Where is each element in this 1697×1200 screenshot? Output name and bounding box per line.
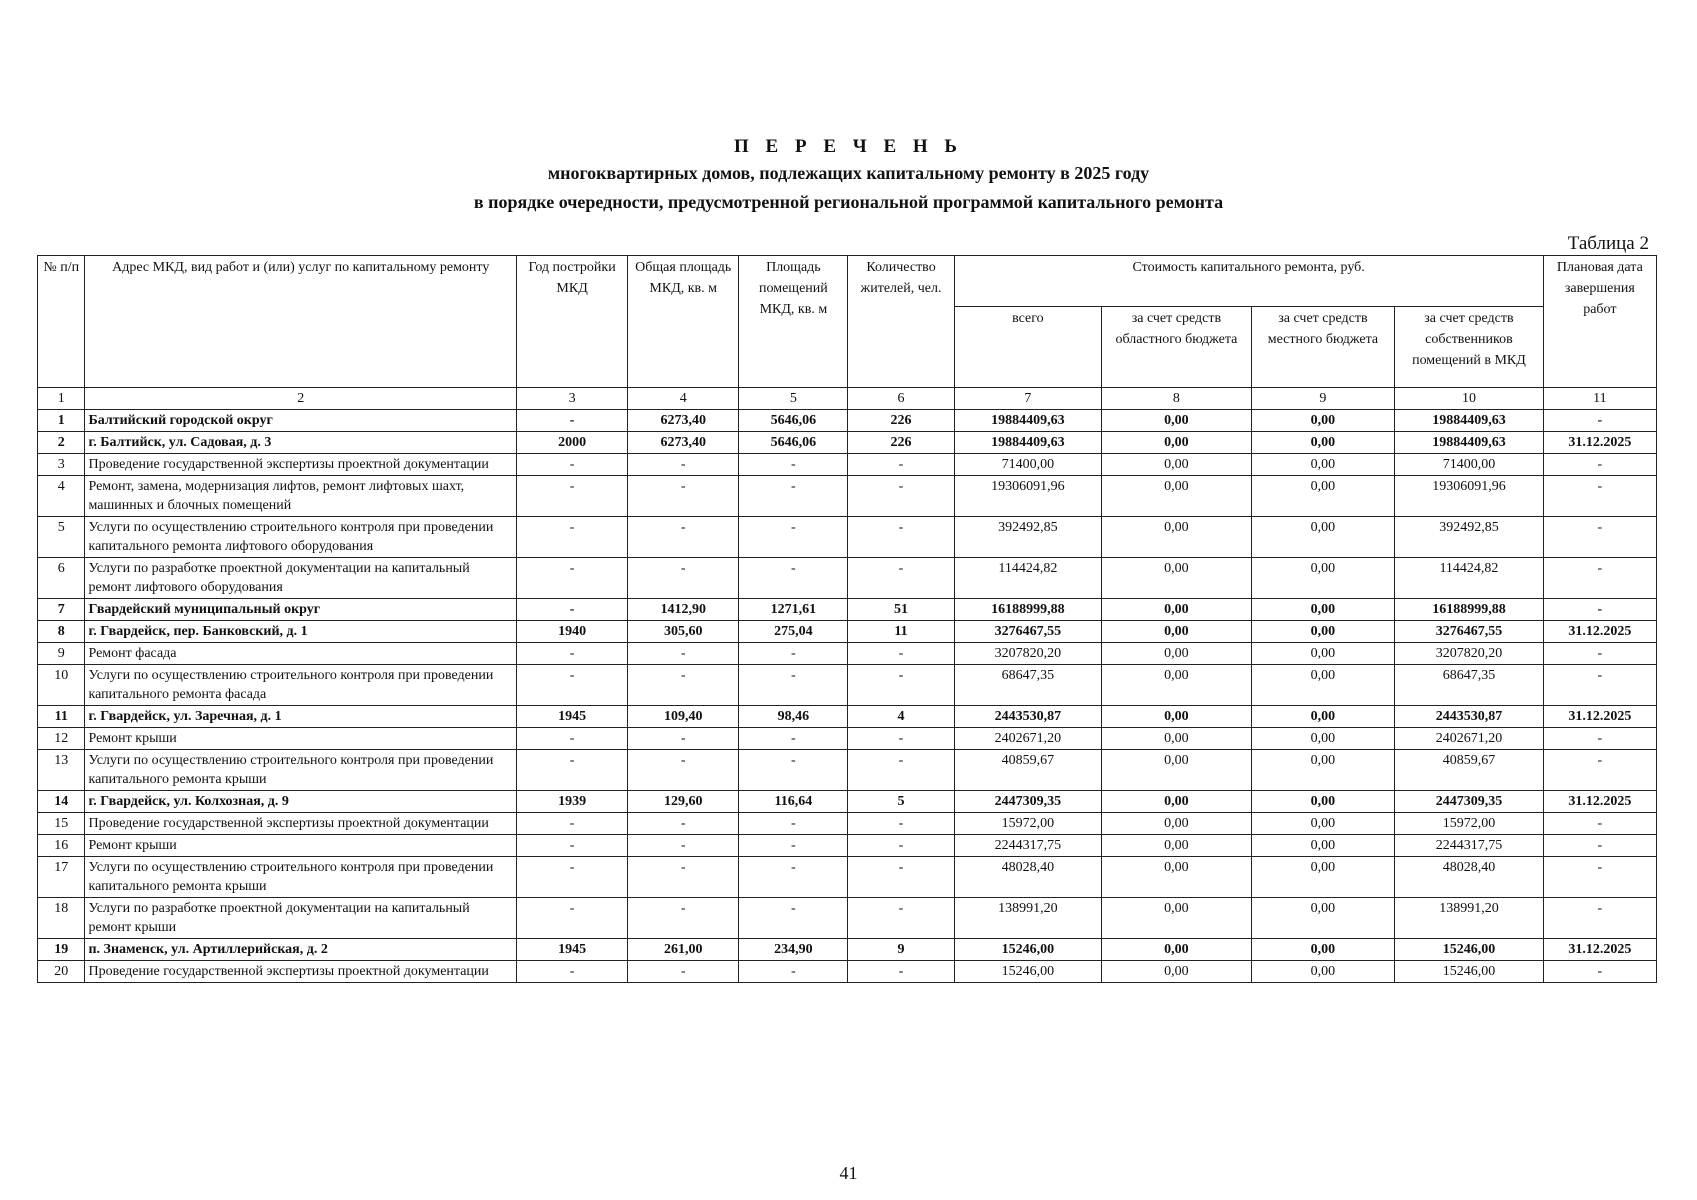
- row-year: 1945: [517, 939, 628, 961]
- row-number: 10: [38, 665, 85, 706]
- row-cost-regional: 0,00: [1102, 558, 1252, 599]
- column-number: 8: [1102, 388, 1252, 410]
- row-name: Услуги по осуществлению строительного контроля при проведении капитального ремонта крыши: [85, 857, 517, 898]
- row-year: -: [517, 898, 628, 939]
- row-cost-local: 0,00: [1251, 813, 1395, 835]
- row-total-area: 109,40: [628, 706, 739, 728]
- column-number: 9: [1251, 388, 1395, 410]
- row-cost-regional: 0,00: [1102, 432, 1252, 454]
- row-year: -: [517, 476, 628, 517]
- row-year: -: [517, 599, 628, 621]
- row-residents: 4: [848, 706, 954, 728]
- document-title: П Е Р Е Ч Е Н Ь: [734, 136, 963, 157]
- row-total-area: -: [628, 558, 739, 599]
- header-total-area: Общая площадь МКД, кв. м: [628, 256, 739, 388]
- row-cost-regional: 0,00: [1102, 791, 1252, 813]
- row-cost-owners: 16188999,88: [1395, 599, 1544, 621]
- row-cost-regional: 0,00: [1102, 706, 1252, 728]
- row-cost-local: 0,00: [1251, 599, 1395, 621]
- column-number: 10: [1395, 388, 1544, 410]
- row-cost-regional: 0,00: [1102, 750, 1252, 791]
- row-total-area: -: [628, 813, 739, 835]
- row-name: г. Гвардейск, ул. Колхозная, д. 9: [85, 791, 517, 813]
- row-cost-total: 71400,00: [954, 454, 1102, 476]
- row-year: 1939: [517, 791, 628, 813]
- row-cost-regional: 0,00: [1102, 517, 1252, 558]
- row-cost-owners: 2244317,75: [1395, 835, 1544, 857]
- row-cost-regional: 0,00: [1102, 643, 1252, 665]
- row-number: 5: [38, 517, 85, 558]
- row-year: -: [517, 813, 628, 835]
- row-end-date: 31.12.2025: [1543, 621, 1656, 643]
- row-residents: -: [848, 835, 954, 857]
- row-cost-local: 0,00: [1251, 643, 1395, 665]
- row-number: 1: [38, 410, 85, 432]
- row-residents: -: [848, 558, 954, 599]
- header-cost-regional: за счет средств областного бюджета: [1102, 307, 1252, 388]
- row-end-date: -: [1543, 750, 1656, 791]
- row-name: Проведение государственной экспертизы проектной документации: [85, 813, 517, 835]
- row-total-area: -: [628, 857, 739, 898]
- row-cost-owners: 2443530,87: [1395, 706, 1544, 728]
- row-premises-area: -: [739, 643, 848, 665]
- row-residents: -: [848, 750, 954, 791]
- row-number: 16: [38, 835, 85, 857]
- row-number: 8: [38, 621, 85, 643]
- row-cost-owners: 19884409,63: [1395, 410, 1544, 432]
- table-row: [38, 454, 1657, 476]
- table-row: [38, 706, 1657, 728]
- row-end-date: -: [1543, 410, 1656, 432]
- row-premises-area: -: [739, 665, 848, 706]
- row-cost-regional: 0,00: [1102, 939, 1252, 961]
- row-residents: -: [848, 517, 954, 558]
- row-residents: 226: [848, 410, 954, 432]
- row-year: -: [517, 665, 628, 706]
- row-end-date: -: [1543, 476, 1656, 517]
- row-cost-owners: 15972,00: [1395, 813, 1544, 835]
- table-row: [38, 939, 1657, 961]
- row-cost-total: 68647,35: [954, 665, 1102, 706]
- table-row: [38, 665, 1657, 706]
- row-number: 18: [38, 898, 85, 939]
- table-row: [38, 835, 1657, 857]
- row-number: 6: [38, 558, 85, 599]
- row-end-date: 31.12.2025: [1543, 791, 1656, 813]
- row-cost-owners: 2447309,35: [1395, 791, 1544, 813]
- repair-list-table: [37, 255, 1657, 983]
- row-number: 3: [38, 454, 85, 476]
- row-total-area: -: [628, 517, 739, 558]
- row-cost-regional: 0,00: [1102, 476, 1252, 517]
- header-residents: Количество жителей, чел.: [848, 256, 954, 388]
- table-row: [38, 410, 1657, 432]
- header-address: Адрес МКД, вид работ и (или) услуг по капитальному ремонту: [85, 256, 517, 388]
- row-number: 2: [38, 432, 85, 454]
- row-residents: 11: [848, 621, 954, 643]
- row-cost-total: 19884409,63: [954, 432, 1102, 454]
- row-cost-local: 0,00: [1251, 454, 1395, 476]
- row-year: -: [517, 558, 628, 599]
- row-cost-total: 16188999,88: [954, 599, 1102, 621]
- row-premises-area: -: [739, 728, 848, 750]
- row-premises-area: -: [739, 961, 848, 983]
- row-cost-total: 2443530,87: [954, 706, 1102, 728]
- row-cost-owners: 71400,00: [1395, 454, 1544, 476]
- row-premises-area: -: [739, 898, 848, 939]
- row-end-date: -: [1543, 898, 1656, 939]
- row-name: Ремонт, замена, модернизация лифтов, ремонт лифтовых шахт, машинных и блочных помещений: [85, 476, 517, 517]
- column-number: 6: [848, 388, 954, 410]
- row-residents: -: [848, 961, 954, 983]
- row-number: 12: [38, 728, 85, 750]
- row-cost-local: 0,00: [1251, 857, 1395, 898]
- row-residents: 9: [848, 939, 954, 961]
- row-end-date: -: [1543, 643, 1656, 665]
- row-end-date: -: [1543, 454, 1656, 476]
- row-cost-regional: 0,00: [1102, 621, 1252, 643]
- row-cost-owners: 3276467,55: [1395, 621, 1544, 643]
- row-name: Гвардейский муниципальный округ: [85, 599, 517, 621]
- row-cost-owners: 2402671,20: [1395, 728, 1544, 750]
- row-premises-area: 234,90: [739, 939, 848, 961]
- row-cost-total: 2447309,35: [954, 791, 1102, 813]
- row-name: Услуги по разработке проектной документации на капитальный ремонт крыши: [85, 898, 517, 939]
- row-total-area: -: [628, 643, 739, 665]
- table-row: [38, 750, 1657, 791]
- row-year: -: [517, 728, 628, 750]
- table-row: [38, 857, 1657, 898]
- row-year: -: [517, 454, 628, 476]
- row-name: г. Гвардейск, ул. Заречная, д. 1: [85, 706, 517, 728]
- row-cost-regional: 0,00: [1102, 665, 1252, 706]
- row-cost-owners: 19884409,63: [1395, 432, 1544, 454]
- column-number: 11: [1543, 388, 1656, 410]
- row-residents: -: [848, 643, 954, 665]
- row-number: 9: [38, 643, 85, 665]
- row-premises-area: -: [739, 813, 848, 835]
- row-total-area: -: [628, 898, 739, 939]
- row-number: 14: [38, 791, 85, 813]
- row-name: Проведение государственной экспертизы проектной документации: [85, 961, 517, 983]
- row-cost-owners: 40859,67: [1395, 750, 1544, 791]
- row-cost-total: 3276467,55: [954, 621, 1102, 643]
- row-cost-local: 0,00: [1251, 432, 1395, 454]
- row-end-date: -: [1543, 961, 1656, 983]
- row-cost-local: 0,00: [1251, 410, 1395, 432]
- row-premises-area: 116,64: [739, 791, 848, 813]
- row-total-area: 1412,90: [628, 599, 739, 621]
- row-cost-local: 0,00: [1251, 621, 1395, 643]
- row-cost-regional: 0,00: [1102, 728, 1252, 750]
- row-year: 2000: [517, 432, 628, 454]
- row-end-date: -: [1543, 835, 1656, 857]
- row-cost-total: 2244317,75: [954, 835, 1102, 857]
- row-premises-area: -: [739, 517, 848, 558]
- row-premises-area: -: [739, 454, 848, 476]
- row-cost-total: 48028,40: [954, 857, 1102, 898]
- row-year: -: [517, 517, 628, 558]
- row-cost-total: 138991,20: [954, 898, 1102, 939]
- row-year: 1945: [517, 706, 628, 728]
- row-cost-local: 0,00: [1251, 728, 1395, 750]
- row-cost-regional: 0,00: [1102, 410, 1252, 432]
- table-row: [38, 728, 1657, 750]
- row-residents: -: [848, 665, 954, 706]
- table-row: [38, 643, 1657, 665]
- row-premises-area: 98,46: [739, 706, 848, 728]
- row-total-area: -: [628, 728, 739, 750]
- header-year: Год постройки МКД: [517, 256, 628, 388]
- row-residents: 5: [848, 791, 954, 813]
- row-total-area: -: [628, 454, 739, 476]
- row-cost-owners: 138991,20: [1395, 898, 1544, 939]
- row-end-date: 31.12.2025: [1543, 939, 1656, 961]
- row-cost-total: 114424,82: [954, 558, 1102, 599]
- row-cost-regional: 0,00: [1102, 961, 1252, 983]
- row-number: 4: [38, 476, 85, 517]
- row-year: 1940: [517, 621, 628, 643]
- header-end-date: Плановая дата завершения работ: [1543, 256, 1656, 388]
- row-cost-owners: 48028,40: [1395, 857, 1544, 898]
- row-end-date: 31.12.2025: [1543, 706, 1656, 728]
- page-number: 41: [839, 1163, 858, 1183]
- column-number: 3: [517, 388, 628, 410]
- row-total-area: 6273,40: [628, 410, 739, 432]
- table-row: [38, 961, 1657, 983]
- row-end-date: -: [1543, 558, 1656, 599]
- header-cost-total: всего: [954, 307, 1102, 388]
- column-number: 1: [38, 388, 85, 410]
- row-total-area: 261,00: [628, 939, 739, 961]
- row-cost-total: 15246,00: [954, 939, 1102, 961]
- row-cost-local: 0,00: [1251, 558, 1395, 599]
- row-end-date: -: [1543, 665, 1656, 706]
- row-cost-local: 0,00: [1251, 939, 1395, 961]
- row-total-area: -: [628, 665, 739, 706]
- row-cost-regional: 0,00: [1102, 813, 1252, 835]
- header-premises-area: Площадь помещений МКД, кв. м: [739, 256, 848, 388]
- row-premises-area: 1271,61: [739, 599, 848, 621]
- row-cost-owners: 15246,00: [1395, 939, 1544, 961]
- document-subtitle-line-2: в порядке очередности, предусмотренной региональной программой капитального ремонта: [473, 192, 1224, 212]
- row-residents: -: [848, 454, 954, 476]
- table-row: [38, 599, 1657, 621]
- row-number: 15: [38, 813, 85, 835]
- table-header: [38, 256, 1657, 410]
- table-row: [38, 791, 1657, 813]
- row-cost-local: 0,00: [1251, 791, 1395, 813]
- row-year: -: [517, 857, 628, 898]
- row-name: Проведение государственной экспертизы проектной документации: [85, 454, 517, 476]
- row-year: -: [517, 835, 628, 857]
- header-cost-owners: за счет средств собственников помещений в МКД: [1395, 307, 1544, 388]
- row-cost-owners: 3207820,20: [1395, 643, 1544, 665]
- row-cost-local: 0,00: [1251, 835, 1395, 857]
- row-name: Услуги по осуществлению строительного контроля при проведении капитального ремонта крыши: [85, 750, 517, 791]
- table-row: [38, 517, 1657, 558]
- row-residents: 226: [848, 432, 954, 454]
- header-num: № п/п: [38, 256, 85, 388]
- row-cost-local: 0,00: [1251, 961, 1395, 983]
- row-end-date: -: [1543, 517, 1656, 558]
- row-year: -: [517, 961, 628, 983]
- row-name: Услуги по осуществлению строительного контроля при проведении капитального ремонта фасада: [85, 665, 517, 706]
- row-premises-area: -: [739, 750, 848, 791]
- row-number: 19: [38, 939, 85, 961]
- row-name: г. Балтийск, ул. Садовая, д. 3: [85, 432, 517, 454]
- row-residents: -: [848, 857, 954, 898]
- row-cost-total: 2402671,20: [954, 728, 1102, 750]
- row-total-area: -: [628, 961, 739, 983]
- row-total-area: -: [628, 835, 739, 857]
- row-cost-total: 19306091,96: [954, 476, 1102, 517]
- row-premises-area: -: [739, 857, 848, 898]
- row-name: Услуги по разработке проектной документации на капитальный ремонт лифтового оборудования: [85, 558, 517, 599]
- table-row: [38, 558, 1657, 599]
- document-subtitle-line-1: многоквартирных домов, подлежащих капитальному ремонту в 2025 году: [547, 163, 1150, 183]
- row-end-date: -: [1543, 728, 1656, 750]
- row-end-date: -: [1543, 599, 1656, 621]
- table-row: [38, 813, 1657, 835]
- row-total-area: -: [628, 750, 739, 791]
- row-cost-owners: 114424,82: [1395, 558, 1544, 599]
- table-body: [38, 410, 1657, 983]
- row-premises-area: 5646,06: [739, 410, 848, 432]
- row-cost-local: 0,00: [1251, 665, 1395, 706]
- row-cost-total: 3207820,20: [954, 643, 1102, 665]
- row-premises-area: -: [739, 476, 848, 517]
- header-cost-local: за счет средств местного бюджета: [1251, 307, 1395, 388]
- column-number: 4: [628, 388, 739, 410]
- column-number: 2: [85, 388, 517, 410]
- row-cost-total: 15972,00: [954, 813, 1102, 835]
- row-cost-regional: 0,00: [1102, 599, 1252, 621]
- row-premises-area: -: [739, 835, 848, 857]
- row-name: Балтийский городской округ: [85, 410, 517, 432]
- row-cost-local: 0,00: [1251, 706, 1395, 728]
- row-total-area: -: [628, 476, 739, 517]
- table-row: [38, 432, 1657, 454]
- table-row: [38, 898, 1657, 939]
- row-cost-regional: 0,00: [1102, 898, 1252, 939]
- row-cost-total: 40859,67: [954, 750, 1102, 791]
- column-number-row: [38, 388, 1657, 410]
- row-name: г. Гвардейск, пер. Банковский, д. 1: [85, 621, 517, 643]
- row-name: Ремонт крыши: [85, 728, 517, 750]
- row-residents: -: [848, 898, 954, 939]
- row-name: п. Знаменск, ул. Артиллерийская, д. 2: [85, 939, 517, 961]
- row-year: -: [517, 643, 628, 665]
- row-premises-area: -: [739, 558, 848, 599]
- row-name: Ремонт крыши: [85, 835, 517, 857]
- row-cost-total: 15246,00: [954, 961, 1102, 983]
- row-premises-area: 275,04: [739, 621, 848, 643]
- row-cost-regional: 0,00: [1102, 454, 1252, 476]
- column-number: 5: [739, 388, 848, 410]
- row-total-area: 6273,40: [628, 432, 739, 454]
- row-cost-regional: 0,00: [1102, 835, 1252, 857]
- column-number: 7: [954, 388, 1102, 410]
- row-end-date: -: [1543, 813, 1656, 835]
- row-end-date: -: [1543, 857, 1656, 898]
- row-cost-owners: 19306091,96: [1395, 476, 1544, 517]
- row-residents: 51: [848, 599, 954, 621]
- row-cost-local: 0,00: [1251, 517, 1395, 558]
- row-cost-local: 0,00: [1251, 898, 1395, 939]
- row-year: -: [517, 410, 628, 432]
- row-end-date: 31.12.2025: [1543, 432, 1656, 454]
- row-number: 7: [38, 599, 85, 621]
- header-cost-group: Стоимость капитального ремонта, руб.: [954, 256, 1543, 307]
- row-total-area: 129,60: [628, 791, 739, 813]
- row-cost-total: 19884409,63: [954, 410, 1102, 432]
- row-cost-owners: 15246,00: [1395, 961, 1544, 983]
- row-residents: -: [848, 728, 954, 750]
- row-number: 11: [38, 706, 85, 728]
- row-cost-local: 0,00: [1251, 476, 1395, 517]
- row-cost-local: 0,00: [1251, 750, 1395, 791]
- row-residents: -: [848, 813, 954, 835]
- row-year: -: [517, 750, 628, 791]
- row-cost-regional: 0,00: [1102, 857, 1252, 898]
- row-name: Ремонт фасада: [85, 643, 517, 665]
- row-premises-area: 5646,06: [739, 432, 848, 454]
- row-cost-total: 392492,85: [954, 517, 1102, 558]
- row-cost-owners: 68647,35: [1395, 665, 1544, 706]
- row-number: 13: [38, 750, 85, 791]
- table-row: [38, 476, 1657, 517]
- row-name: Услуги по осуществлению строительного контроля при проведении капитального ремонта лифтового оборудования: [85, 517, 517, 558]
- row-total-area: 305,60: [628, 621, 739, 643]
- row-number: 17: [38, 857, 85, 898]
- row-cost-owners: 392492,85: [1395, 517, 1544, 558]
- row-number: 20: [38, 961, 85, 983]
- row-residents: -: [848, 476, 954, 517]
- table-label: Таблица 2: [1567, 233, 1649, 254]
- table-row: [38, 621, 1657, 643]
